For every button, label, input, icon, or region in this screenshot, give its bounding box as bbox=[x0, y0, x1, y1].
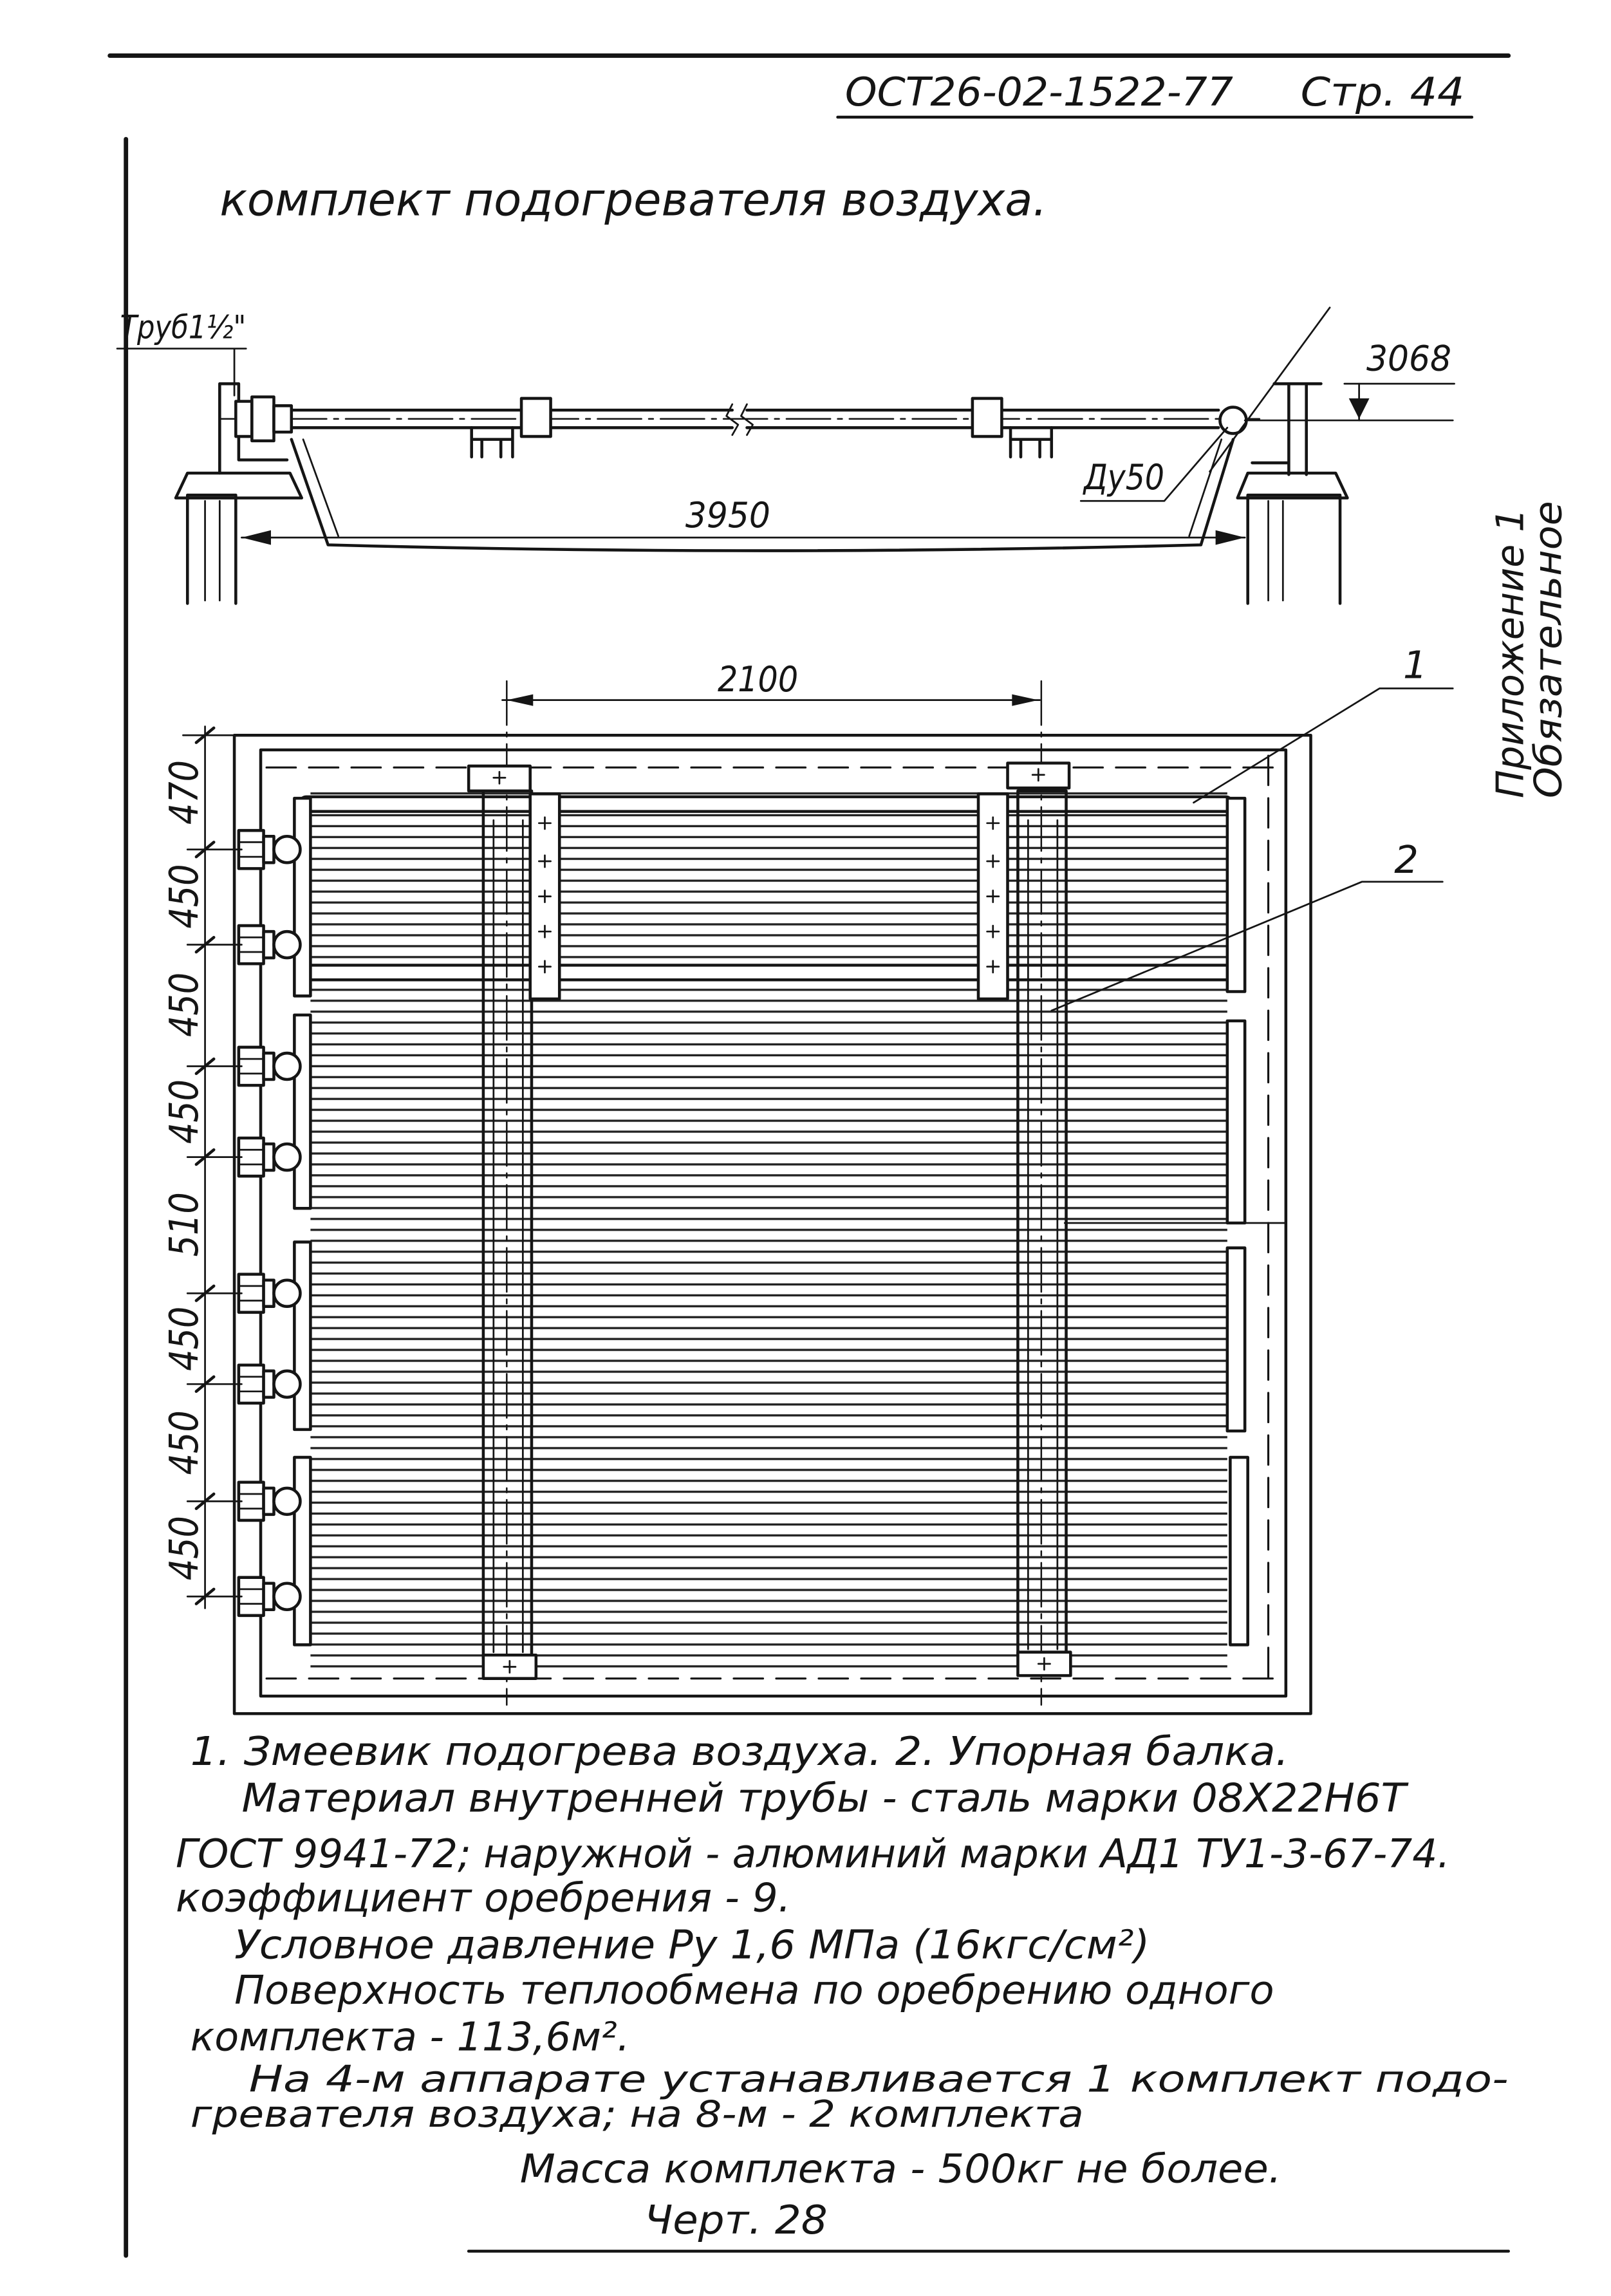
side-view bbox=[117, 308, 1454, 604]
appendix-label: Приложение 1 bbox=[1487, 505, 1532, 799]
left-nipple bbox=[274, 406, 292, 432]
pitch-label: 470 bbox=[162, 749, 208, 825]
dimension-arrow bbox=[1012, 695, 1038, 706]
page-number: Стр. 44 bbox=[1300, 69, 1465, 115]
mass-note: Масса комплекта - 500кг не более. bbox=[519, 2146, 1282, 2192]
fitting-washer bbox=[264, 1488, 274, 1515]
coil-fitting bbox=[239, 1578, 301, 1616]
fitting-washer bbox=[264, 1280, 274, 1307]
note-line: гревателя воздуха; на 8-м - 2 комплекта bbox=[190, 2093, 1084, 2136]
inlet-header bbox=[294, 798, 310, 996]
page-header bbox=[838, 70, 1472, 117]
plan-view bbox=[162, 643, 1453, 1714]
lower-pipe bbox=[300, 966, 1231, 980]
right-column bbox=[1248, 495, 1340, 603]
inlet-header bbox=[294, 1457, 310, 1645]
pitch-label: 450 bbox=[162, 1068, 208, 1144]
fitting-washer bbox=[264, 1144, 274, 1170]
inlet-header bbox=[294, 1015, 310, 1208]
nozzle-leader-long bbox=[1210, 308, 1330, 472]
pitch-label: 450 bbox=[162, 1295, 208, 1371]
coil-pitch-dimensions bbox=[162, 727, 241, 1609]
appendix-note bbox=[1487, 501, 1570, 798]
return-header bbox=[1227, 1021, 1245, 1223]
coil-fitting bbox=[239, 830, 301, 868]
finned-tube-bundle bbox=[310, 788, 1227, 1670]
pipe-hanger-right bbox=[1010, 427, 1052, 457]
pitch-label: 450 bbox=[162, 1504, 208, 1581]
left-headers bbox=[294, 798, 310, 1645]
span-value: 3950 bbox=[685, 494, 770, 536]
fitting-nipple bbox=[274, 836, 301, 863]
fitting-nipple bbox=[274, 1053, 301, 1079]
inlet-header bbox=[294, 1242, 310, 1430]
return-header bbox=[1230, 1457, 1247, 1645]
fitting-washer bbox=[264, 1371, 274, 1397]
coil-fitting bbox=[239, 1274, 301, 1312]
elevation-value: 3068 bbox=[1366, 337, 1451, 379]
right-support bbox=[1238, 384, 1348, 603]
note-line: 1. Змеевик подогрева воздуха. 2. Упорная балка. bbox=[190, 1728, 1289, 1775]
pipe-clamp-left bbox=[521, 398, 551, 436]
nozzle-end bbox=[1220, 407, 1246, 434]
right-headers bbox=[1227, 798, 1248, 1645]
pitch-label: 510 bbox=[162, 1181, 208, 1257]
left-flange bbox=[236, 401, 252, 436]
fitting-nipple bbox=[274, 1488, 301, 1515]
coil-fitting bbox=[239, 926, 301, 964]
elevation-triangle-icon bbox=[1349, 398, 1370, 419]
coil-fitting bbox=[239, 1482, 301, 1520]
page-title: комплект подогревателя воздуха. bbox=[219, 173, 1047, 227]
right-column-hatch bbox=[1269, 501, 1283, 601]
callout-number-1: 1 bbox=[1402, 642, 1428, 687]
return-header bbox=[1227, 1248, 1245, 1431]
note-line: Материал внутренней трубы - сталь марки 08Х22Н6Т bbox=[241, 1775, 1410, 1822]
pipe-label-leader bbox=[117, 349, 246, 396]
note-line: На 4-м аппарате устанавливается 1 комплект подо- bbox=[248, 2058, 1509, 2101]
note-line: коэффициент оребрения - 9. bbox=[176, 1875, 791, 1921]
callout-number-2: 2 bbox=[1394, 837, 1419, 882]
return-header bbox=[1227, 798, 1245, 991]
pitch-label: 450 bbox=[162, 853, 208, 929]
span-dimension bbox=[241, 494, 1245, 545]
pipe-size-label: Труб1½" bbox=[120, 308, 247, 346]
fitting-washer bbox=[264, 1053, 274, 1079]
fitting-nipple bbox=[274, 931, 301, 958]
beam-spacing-dimension bbox=[502, 658, 1039, 706]
pipe-hanger-left bbox=[472, 427, 513, 457]
appendix-status: Обязательное bbox=[1525, 514, 1570, 799]
upper-pipe bbox=[300, 797, 1231, 812]
fitting-nipple bbox=[274, 1371, 301, 1397]
fitting-nipple bbox=[274, 1144, 301, 1170]
beam-spacing-value: 2100 bbox=[717, 658, 799, 700]
document-code: ОСТ26-02-1522-77 bbox=[844, 69, 1233, 115]
left-union-nut bbox=[252, 397, 274, 441]
drawing-notes bbox=[176, 1729, 1509, 2243]
left-column bbox=[187, 495, 236, 603]
coil-fitting bbox=[239, 1365, 301, 1403]
fitting-nipple bbox=[274, 1583, 301, 1610]
note-line: Поверхность теплообмена по оребрению одного bbox=[234, 1967, 1274, 2013]
left-column-hatch bbox=[205, 501, 220, 601]
nozzle-size: Ду50 bbox=[1083, 456, 1164, 498]
left-support bbox=[176, 384, 302, 603]
fitting-washer bbox=[264, 931, 274, 958]
fitting-washer bbox=[264, 836, 274, 863]
pitch-label: 450 bbox=[162, 1399, 208, 1475]
dimension-arrow bbox=[507, 695, 533, 706]
dimension-arrow bbox=[241, 530, 271, 545]
fitting-washer bbox=[264, 1583, 274, 1610]
note-line: Условное давление Ру 1,6 МПа (16кгс/см²) bbox=[234, 1922, 1150, 1968]
note-line: комплекта - 113,6м². bbox=[190, 2014, 630, 2060]
right-angle-bracket bbox=[1252, 384, 1321, 474]
coil-inlet-fittings bbox=[239, 830, 301, 1616]
dimension-arrow bbox=[1216, 530, 1245, 545]
coil-fitting bbox=[239, 1138, 301, 1176]
callout-leader-1 bbox=[1193, 688, 1453, 802]
pipe-clamp-right bbox=[973, 398, 1002, 436]
coil-fitting bbox=[239, 1047, 301, 1085]
figure-label: Черт. 28 bbox=[644, 2198, 828, 2244]
heater-pipe-side bbox=[292, 398, 1247, 457]
pitch-label: 450 bbox=[162, 961, 208, 1038]
fitting-nipple bbox=[274, 1280, 301, 1307]
note-line: ГОСТ 9941-72; наружной - алюминий марки АД1 ТУ1-3-67-74. bbox=[176, 1831, 1450, 1878]
elevation-mark bbox=[1245, 338, 1454, 420]
